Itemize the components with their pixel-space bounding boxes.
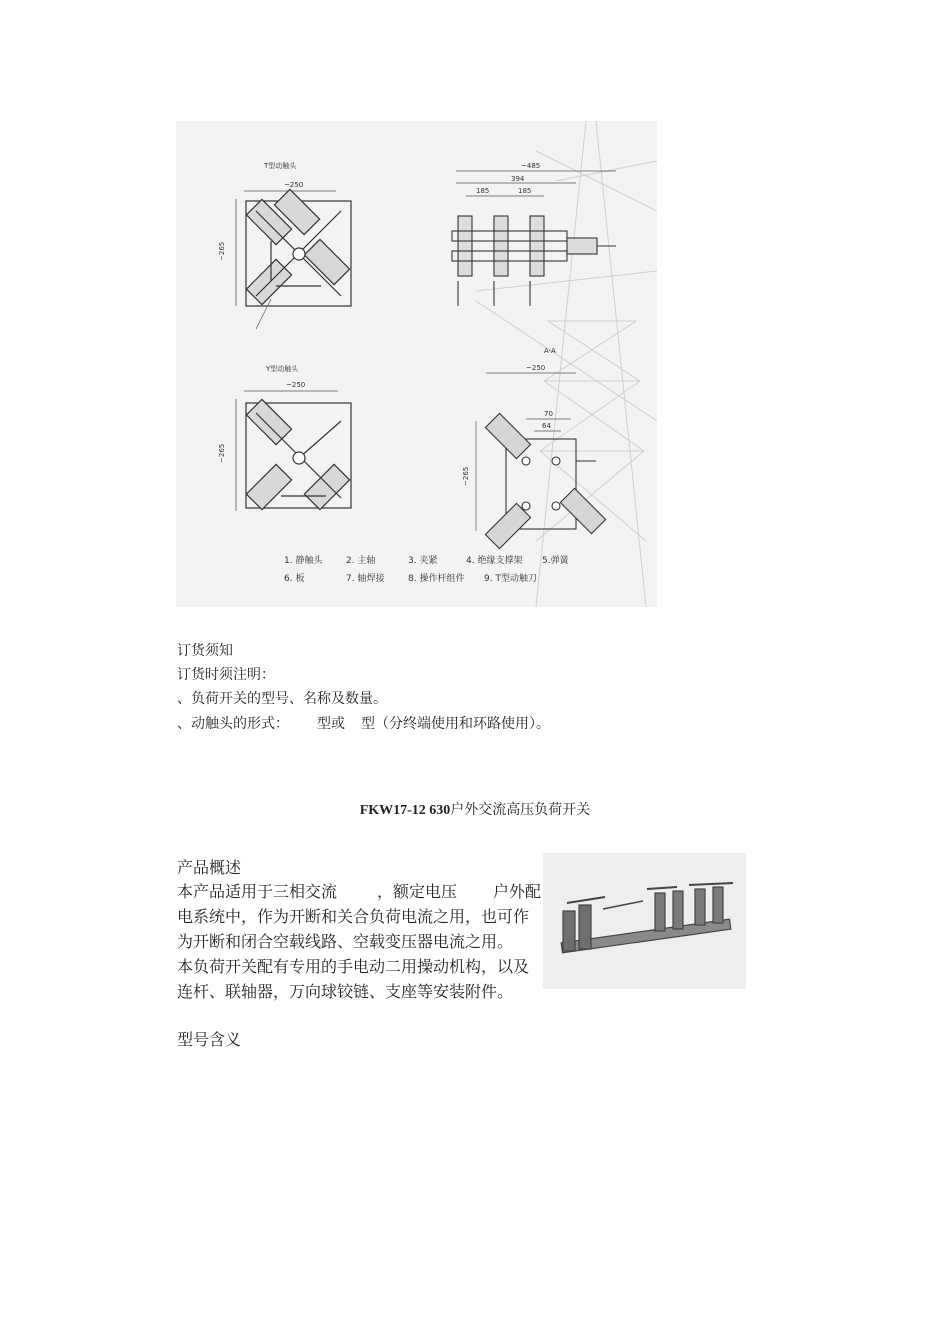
order-item-2-part-b: 型或 bbox=[317, 716, 345, 732]
order-item-2-part-c: 型（分终端使用和环路使用）。 bbox=[361, 716, 550, 732]
model-number: FKW17-12 630 bbox=[359, 803, 451, 818]
legend-item-2: 2. 主轴 bbox=[346, 556, 376, 566]
order-notice-note: 订货时须注明： bbox=[177, 667, 275, 683]
model-meaning-title: 型号含义 bbox=[177, 1030, 242, 1049]
overview-title: 产品概述 bbox=[177, 858, 242, 877]
heading-title: 户外交流高压负荷开关 bbox=[450, 802, 591, 818]
t-type-caption: T型动触头 bbox=[264, 162, 297, 170]
section-heading bbox=[0, 798, 950, 823]
legend-item-1: 1. 静触头 bbox=[284, 556, 323, 566]
y-type-switch-drawing bbox=[246, 399, 351, 509]
overview-line-1-b: ，额定电压 bbox=[377, 882, 458, 901]
product-photo bbox=[543, 853, 746, 989]
dim-side-middle: 394 bbox=[511, 175, 525, 183]
order-notice-title: 订货须知 bbox=[177, 643, 233, 659]
order-item-2-part-a: 、动触头的形式： bbox=[177, 716, 289, 732]
overview-line-2: 电系统中，作为开断和关合负荷电流之用，也可作 bbox=[177, 907, 530, 926]
t-type-switch-drawing bbox=[246, 189, 351, 306]
dim-side-pitch-a: 185 bbox=[476, 187, 490, 195]
legend-item-7: 7. 轴焊接 bbox=[346, 574, 385, 584]
legend-item-9: 9. T型动触刀 bbox=[484, 574, 537, 584]
order-item-2 bbox=[177, 712, 550, 736]
order-item-1: 、负荷开关的型号、名称及数量。 bbox=[177, 691, 387, 707]
dim-front-width: ~250 bbox=[526, 364, 546, 372]
dim-side-pitch-b: 185 bbox=[518, 187, 532, 195]
legend-item-5: 5.弹簧 bbox=[542, 556, 569, 566]
dim-front-70: 70 bbox=[544, 410, 553, 418]
legend-item-4: 4. 绝缘支撑架 bbox=[466, 556, 523, 566]
front-view-drawing bbox=[485, 413, 605, 548]
legend-item-6: 6. 板 bbox=[284, 574, 305, 584]
dim-width-t: ~250 bbox=[284, 181, 304, 189]
overview-line-1 bbox=[177, 880, 541, 905]
overview-line-5: 连杆、联轴器，万向球铰链、支座等安装附件。 bbox=[177, 982, 514, 1001]
dim-side-overall: ~485 bbox=[521, 162, 541, 170]
y-type-caption: Y型动触头 bbox=[266, 365, 299, 373]
legend-item-3: 3. 夹紧 bbox=[408, 556, 438, 566]
overview-line-3: 为开断和闭合空载线路、空载变压器电流之用。 bbox=[177, 932, 514, 951]
dim-front-64: 64 bbox=[542, 422, 551, 430]
parts-legend bbox=[284, 554, 570, 584]
overview-line-1-a: 本产品适用于三相交流 bbox=[177, 882, 338, 901]
dim-front-height: ~265 bbox=[462, 466, 470, 486]
dim-height-y: ~265 bbox=[218, 443, 226, 463]
dim-width-y: ~250 bbox=[286, 381, 306, 389]
section-mark: A-A bbox=[544, 347, 556, 355]
side-view-drawing bbox=[452, 216, 616, 306]
overview-line-1-c: 户外配 bbox=[493, 882, 542, 901]
dimension-drawing bbox=[176, 121, 657, 607]
overview-line-4: 本负荷开关配有专用的手电动二用操动机构，以及 bbox=[177, 957, 530, 976]
dim-height-t: ~265 bbox=[218, 241, 226, 261]
legend-item-8: 8. 操作杆组件 bbox=[408, 574, 465, 584]
